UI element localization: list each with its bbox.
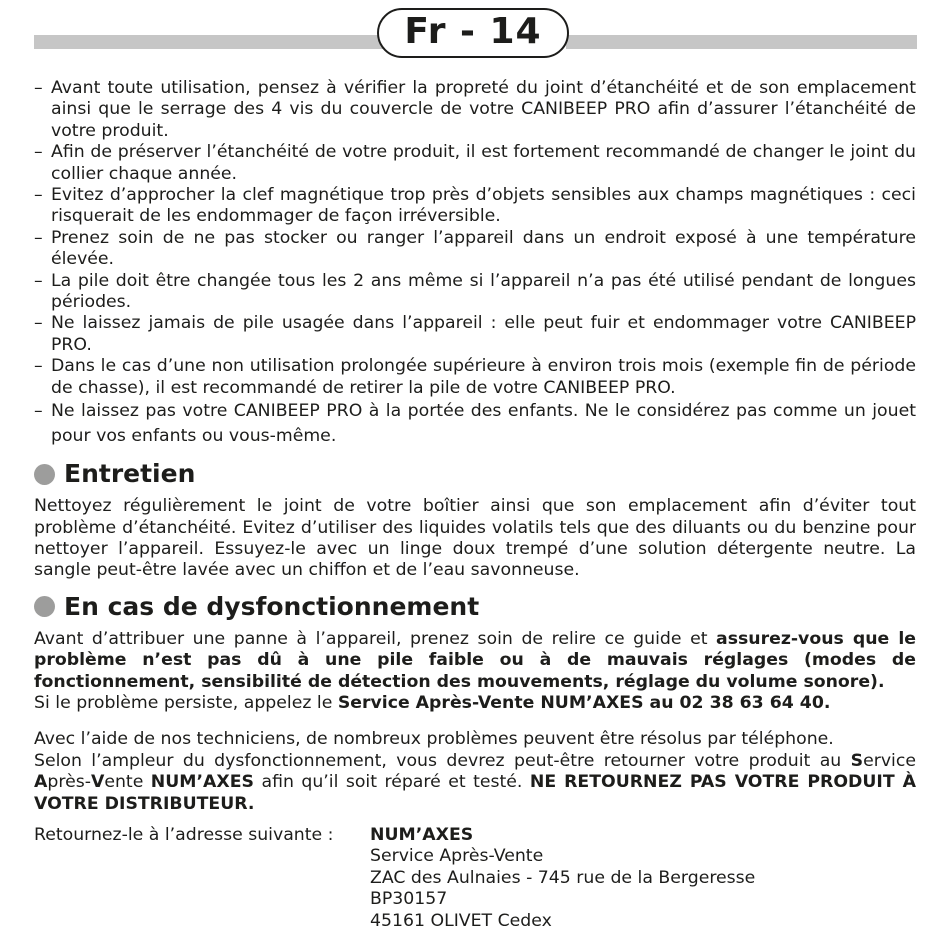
list-item — [34, 271, 916, 314]
dash-marker: – — [34, 401, 43, 422]
spacer — [34, 714, 916, 729]
address-line: Service Après-Vente — [370, 846, 544, 867]
list-item-text: Ne laissez pas votre CANIBEEP PRO à la portée des enfants. Ne le considérez pas comme un jouet pour vos enfants ou vous-même. — [51, 401, 916, 447]
list-item — [34, 399, 916, 449]
dash-marker: – — [34, 270, 43, 291]
return-paragraph — [34, 751, 916, 815]
list-item — [34, 78, 916, 142]
list-item-text: La pile doit être changée tous les 2 ans même si l’appareil n’a pas été utilisé pendant de longues périodes. — [51, 270, 916, 313]
entretien-paragraph: Nettoyez régulièrement le joint de votre boîtier ainsi que son emplacement afin d’éviter tout problème d’étanchéité. Evitez d’utiliser des liquides volatils tels que des diluants ou du benzine pour nettoyer l’appareil. Essuyez-le avec un linge doux trempé d’une solution détergente neutre. La sangle peut-être lavée avec un chiffon et de l’eau savonneuse. — [34, 496, 916, 581]
return-warning: NE RETOURNEZ PAS VOTRE PRODUIT À VOTRE DISTRIBUTEUR. — [34, 772, 916, 814]
troubleshoot-emphasis: assurez-vous que le problème n’est pas dû à une pile faible ou à de mauvais réglages (modes de fonctionnement, sensibilité de détection des mouvements, réglage du volume sonore). — [34, 628, 916, 692]
return-address — [34, 825, 916, 932]
return-initial: V — [90, 772, 105, 793]
address-line: BP30157 — [370, 889, 448, 910]
list-item-text: Evitez d’approcher la clef magnétique trop près d’objets sensibles aux champs magnétiques : ceci risquerait de les endommager de façon irréversible. — [51, 185, 916, 227]
header-rule-left — [34, 35, 384, 49]
precautions-list — [34, 78, 916, 449]
return-initial: S — [850, 750, 864, 771]
return-text: ervice — [863, 750, 916, 771]
page-content — [34, 78, 916, 932]
section-title-text: Entretien — [64, 459, 196, 489]
dash-marker: – — [34, 356, 43, 377]
list-item-text: Afin de préserver l’étanchéité de votre produit, il est fortement recommandé de changer le joint du collier chaque année. — [51, 142, 916, 184]
bullet-circle-icon — [34, 464, 55, 485]
dash-marker: – — [34, 227, 43, 248]
address-line: ZAC des Aulnaies - 745 rue de la Bergeresse — [370, 867, 756, 888]
list-item — [34, 142, 916, 185]
return-text: afin qu’il soit réparé et testé. — [254, 772, 530, 793]
header-rule-right — [566, 35, 917, 49]
troubleshoot-text: Avant d’attribuer une panne à l’appareil, prenez soin de relire ce guide et — [34, 628, 717, 649]
address-company-name: NUM’AXES — [370, 824, 474, 845]
dash-marker: – — [34, 185, 43, 206]
brand-name: NUM’AXES — [150, 772, 255, 793]
address-company — [370, 825, 755, 846]
list-item — [34, 313, 916, 356]
dash-marker: – — [34, 142, 43, 163]
list-item — [34, 228, 916, 271]
list-item-text: Avant toute utilisation, pensez à vérifier la propreté du joint d’étanchéité et de son emplacement ainsi que le serrage des 4 vis du couvercle de votre CANIBEEP PRO afin d’assurer l’étanchéité de votre produit. — [51, 78, 916, 141]
list-item-text: Dans le cas d’une non utilisation prolongée supérieure à environ trois mois (exemple fin de période de chasse), il est recommandé de retirer la pile de votre CANIBEEP PRO. — [51, 356, 916, 398]
section-heading-dysfonctionnement — [34, 592, 916, 622]
bullet-circle-icon — [34, 596, 55, 617]
return-text: près- — [47, 772, 91, 793]
list-item-text: Ne laissez jamais de pile usagée dans l’appareil : elle peut fuir et endommager votre CANIBEEP PRO. — [51, 313, 916, 355]
address-line: 45161 OLIVET Cedex — [370, 910, 552, 931]
list-item — [34, 185, 916, 228]
support-text: Si le problème persiste, appelez le — [34, 692, 338, 713]
address-label: Retournez-le à l’adresse suivante : — [34, 824, 334, 845]
phone-help-paragraph: Avec l’aide de nos techniciens, de nombreux problèmes peuvent être résolus par téléphone. — [34, 729, 834, 750]
section-title-text: En cas de dysfonctionnement — [64, 591, 480, 621]
dash-marker: – — [34, 78, 43, 98]
return-initial: A — [34, 772, 48, 793]
dash-marker: – — [34, 313, 43, 334]
troubleshoot-paragraph — [34, 629, 916, 693]
page-number-badge: Fr - 14 — [377, 8, 569, 58]
return-text: Selon l’ampleur du dysfonctionnement, vous devrez peut-être retourner votre produit au — [34, 750, 851, 771]
section-heading-entretien — [34, 459, 916, 489]
list-item — [34, 356, 916, 399]
address-block — [370, 825, 755, 932]
support-phone: Service Après-Vente NUM’AXES au 02 38 63 64 40. — [337, 692, 831, 713]
support-paragraph — [34, 693, 916, 714]
list-item-text: Prenez soin de ne pas stocker ou ranger l’appareil dans un endroit exposé à une température élevée. — [51, 227, 916, 270]
return-text: ente — [104, 772, 151, 793]
